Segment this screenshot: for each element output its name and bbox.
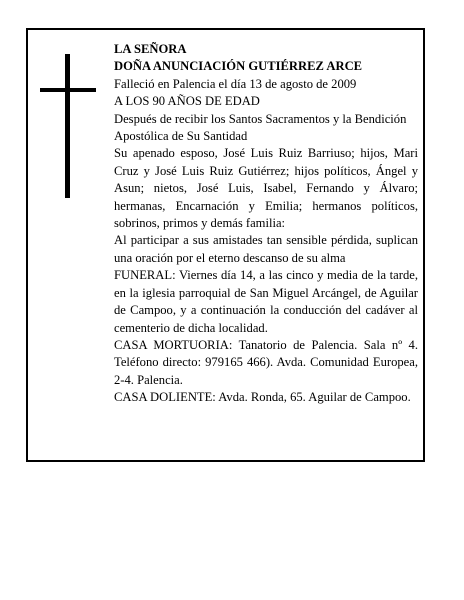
- funeral-paragraph: FUNERAL: Viernes día 14, a las cinco y media de la tarde, en la iglesia parroquial de San Miguel Arcángel, de Aguilar de Campoo, y a continuación la conducción del cadáver al cementerio de dicha localidad.: [114, 268, 418, 335]
- sacraments-paragraph: Después de recibir los Santos Sacramentos y la Bendición Apostólica de Su Santidad: [114, 111, 407, 144]
- family-paragraph: Su apenado esposo, José Luis Ruiz Barriuso; hijos, Mari Cruz y José Luis Ruiz Gutiérrez; hijos políticos, Ángel y Asun; nietos, José Luis, Isabel, Fernando y Álvaro; hermanas, Encarnación y Emilia; hermanos políticos, sobrinos, primos y demás familia:: [114, 146, 418, 231]
- notice-title: LA SEÑORA: [114, 42, 187, 56]
- request-paragraph: Al participar a sus amistades tan sensible pérdida, suplican una oración por el eterno descanso de su alma: [114, 233, 418, 265]
- mortuary-paragraph: CASA MORTUORIA: Tanatorio de Palencia. Sala nº 4. Teléfono directo: 979165 466). Avda. Comunidad Europea, 2-4. Palencia.: [114, 337, 418, 387]
- cross-icon: [40, 54, 96, 198]
- deceased-name: DOÑA ANUNCIACIÓN GUTIÉRREZ ARCE: [114, 59, 363, 74]
- notice-text: [114, 41, 418, 407]
- doliente-paragraph: CASA DOLIENTE: Avda. Ronda, 65. Aguilar de Campoo.: [114, 390, 411, 405]
- obituary-notice: [26, 28, 425, 462]
- death-line: Falleció en Palencia el día 13 de agosto de 2009: [114, 76, 357, 91]
- age-line: A LOS 90 AÑOS DE EDAD: [114, 94, 260, 109]
